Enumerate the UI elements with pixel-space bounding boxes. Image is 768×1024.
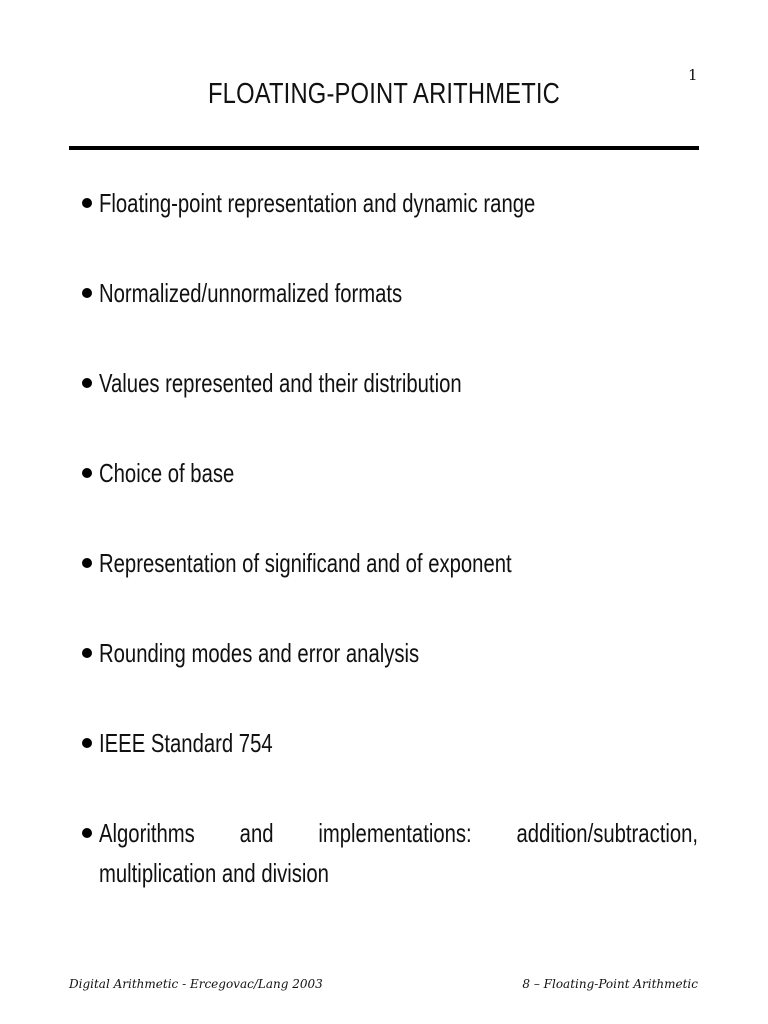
bullet-item xyxy=(79,183,699,273)
bullet-text: IEEE Standard 754 xyxy=(99,728,273,758)
bullet-dot-icon xyxy=(82,648,92,658)
bullet-item xyxy=(79,723,699,813)
bullet-text: Normalized/unnormalized formats xyxy=(99,278,403,308)
bullet-text: Values represented and their distribution xyxy=(99,368,462,398)
footer-source: Digital Arithmetic - Ercegovac/Lang 2003 xyxy=(69,977,323,991)
bullet-dot-icon xyxy=(82,198,92,208)
bullet-text: Choice of base xyxy=(99,458,235,488)
bullet-list xyxy=(79,183,699,903)
bullet-text: Floating-point representation and dynamic range xyxy=(99,188,536,218)
bullet-item xyxy=(79,813,699,903)
page-number: 1 xyxy=(688,66,698,84)
bullet-dot-icon xyxy=(82,378,92,388)
title-divider xyxy=(69,146,699,150)
bullet-item xyxy=(79,633,699,723)
bullet-text: Algorithms and implementations: addition/subtraction, multiplication and division xyxy=(99,818,699,888)
bullet-dot-icon xyxy=(82,828,92,838)
slide-title: FLOATING-POINT ARITHMETIC xyxy=(207,78,561,110)
bullet-item xyxy=(79,363,699,453)
bullet-dot-icon xyxy=(82,738,92,748)
footer-chapter: 8 – Floating-Point Arithmetic xyxy=(522,977,698,991)
bullet-item xyxy=(79,543,699,633)
bullet-text: Representation of significand and of exponent xyxy=(99,548,512,578)
bullet-dot-icon xyxy=(82,288,92,298)
bullet-item xyxy=(79,273,699,363)
bullet-item xyxy=(79,453,699,543)
bullet-dot-icon xyxy=(82,468,92,478)
bullet-dot-icon xyxy=(82,558,92,568)
bullet-text: Rounding modes and error analysis xyxy=(99,638,420,668)
